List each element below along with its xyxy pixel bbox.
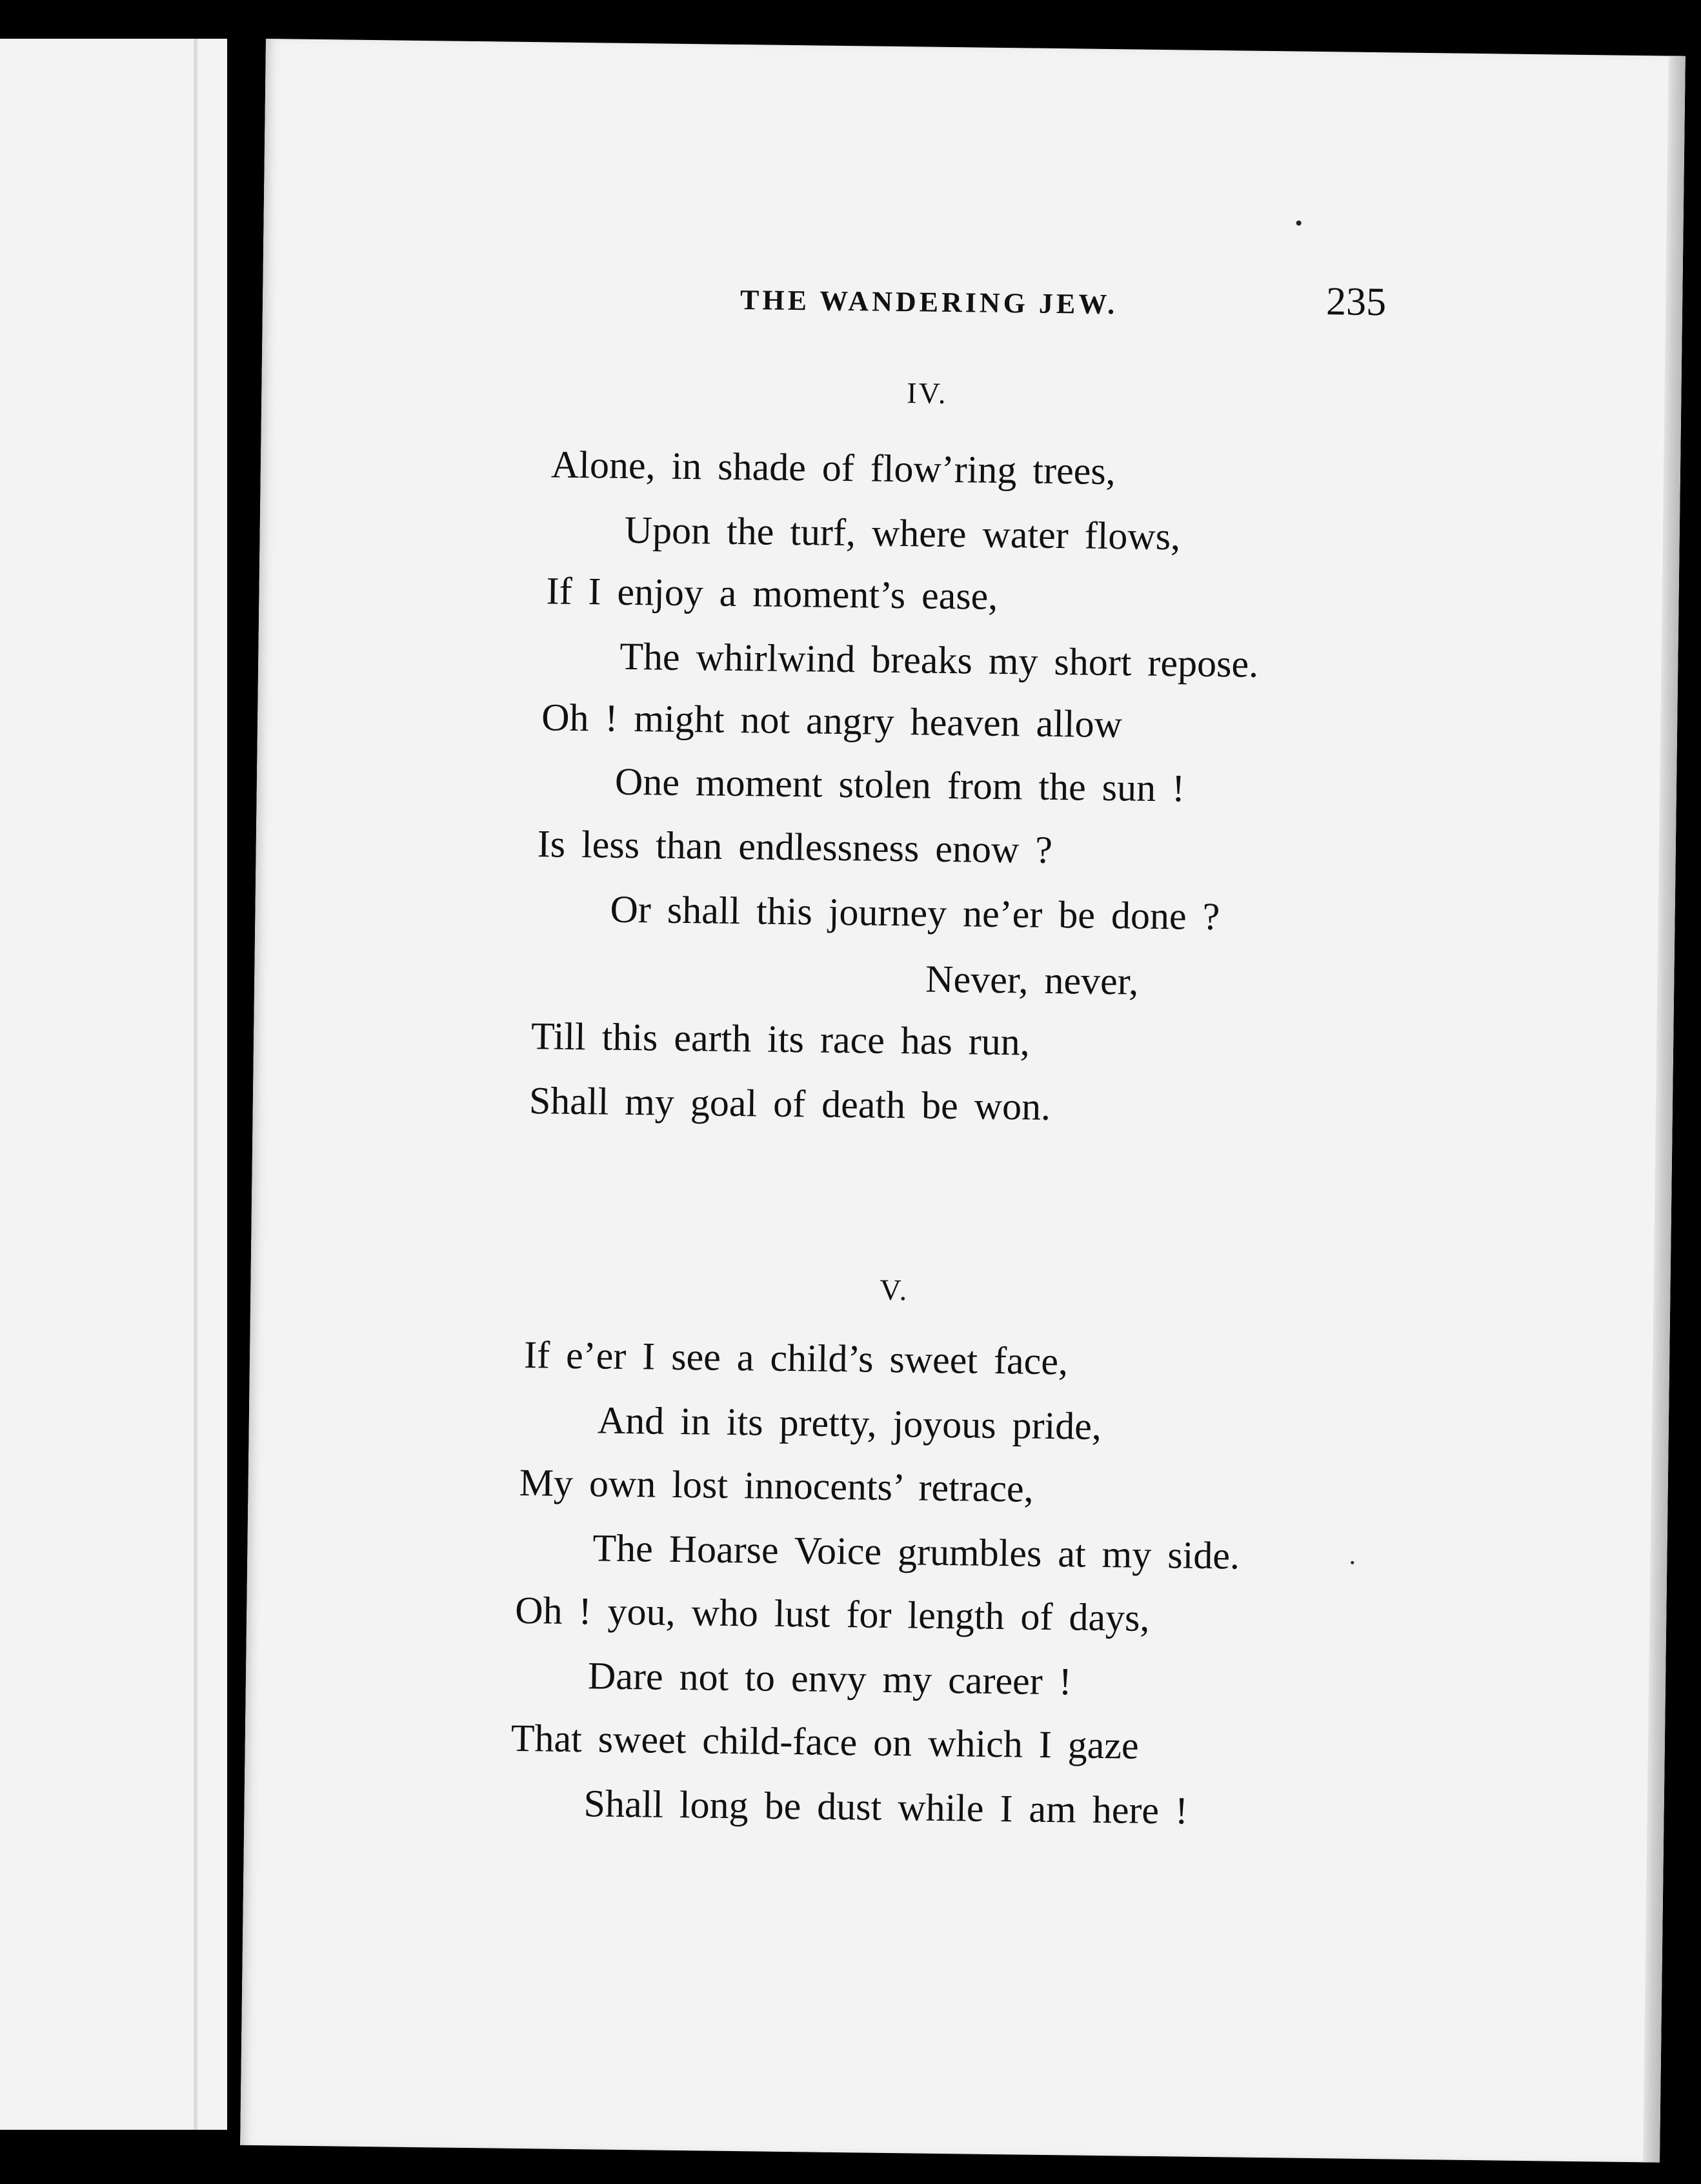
page-edge bbox=[1643, 56, 1686, 2163]
verse-line: The Hoarse Voice grumbles at my side. bbox=[592, 1526, 1240, 1577]
book-page bbox=[240, 39, 1686, 2163]
verse-line: Never, never, bbox=[925, 957, 1139, 1003]
verse-line: Oh ! might not angry heaven allow bbox=[541, 696, 1123, 746]
page-number: 235 bbox=[1325, 279, 1387, 325]
running-title: THE WANDERING JEW. bbox=[740, 284, 1118, 321]
verse-line: Alone, in shade of flow’ring trees, bbox=[550, 443, 1116, 493]
verse-line: Or shall this journey ne’er be done ? bbox=[610, 887, 1220, 938]
verse-line: Till this earth its race has run, bbox=[530, 1015, 1031, 1064]
stanza-number-v: V. bbox=[880, 1273, 909, 1307]
verse-line: If e’er I see a child’s sweet face, bbox=[523, 1333, 1069, 1383]
verse-line: Shall long be dust while I am here ! bbox=[583, 1782, 1189, 1832]
verse-line: And in its pretty, joyous pride, bbox=[597, 1399, 1102, 1448]
verse-line: The whirlwind breaks my short repose. bbox=[619, 634, 1259, 685]
left-page-edge bbox=[194, 39, 197, 2130]
stanza-number-iv: IV. bbox=[907, 376, 948, 410]
verse-line: That sweet child-face on which I gaze bbox=[510, 1716, 1140, 1767]
ink-speck bbox=[1296, 221, 1302, 226]
verse-line: One moment stolen from the sun ! bbox=[614, 760, 1185, 810]
verse-line: Oh ! you, who lust for length of days, bbox=[514, 1588, 1150, 1639]
verse-line: If I enjoy a moment’s ease, bbox=[546, 569, 998, 618]
ink-speck bbox=[1351, 1561, 1354, 1564]
verse-line: Dare not to envy my career ! bbox=[587, 1654, 1072, 1703]
verse-line: My own lost innocents’ retrace, bbox=[519, 1461, 1034, 1510]
verse-line: Shall my goal of death be won. bbox=[528, 1079, 1051, 1128]
verse-line: Upon the turf, where water flows, bbox=[624, 508, 1181, 558]
verse-line: Is less than endlessness enow ? bbox=[537, 822, 1053, 871]
